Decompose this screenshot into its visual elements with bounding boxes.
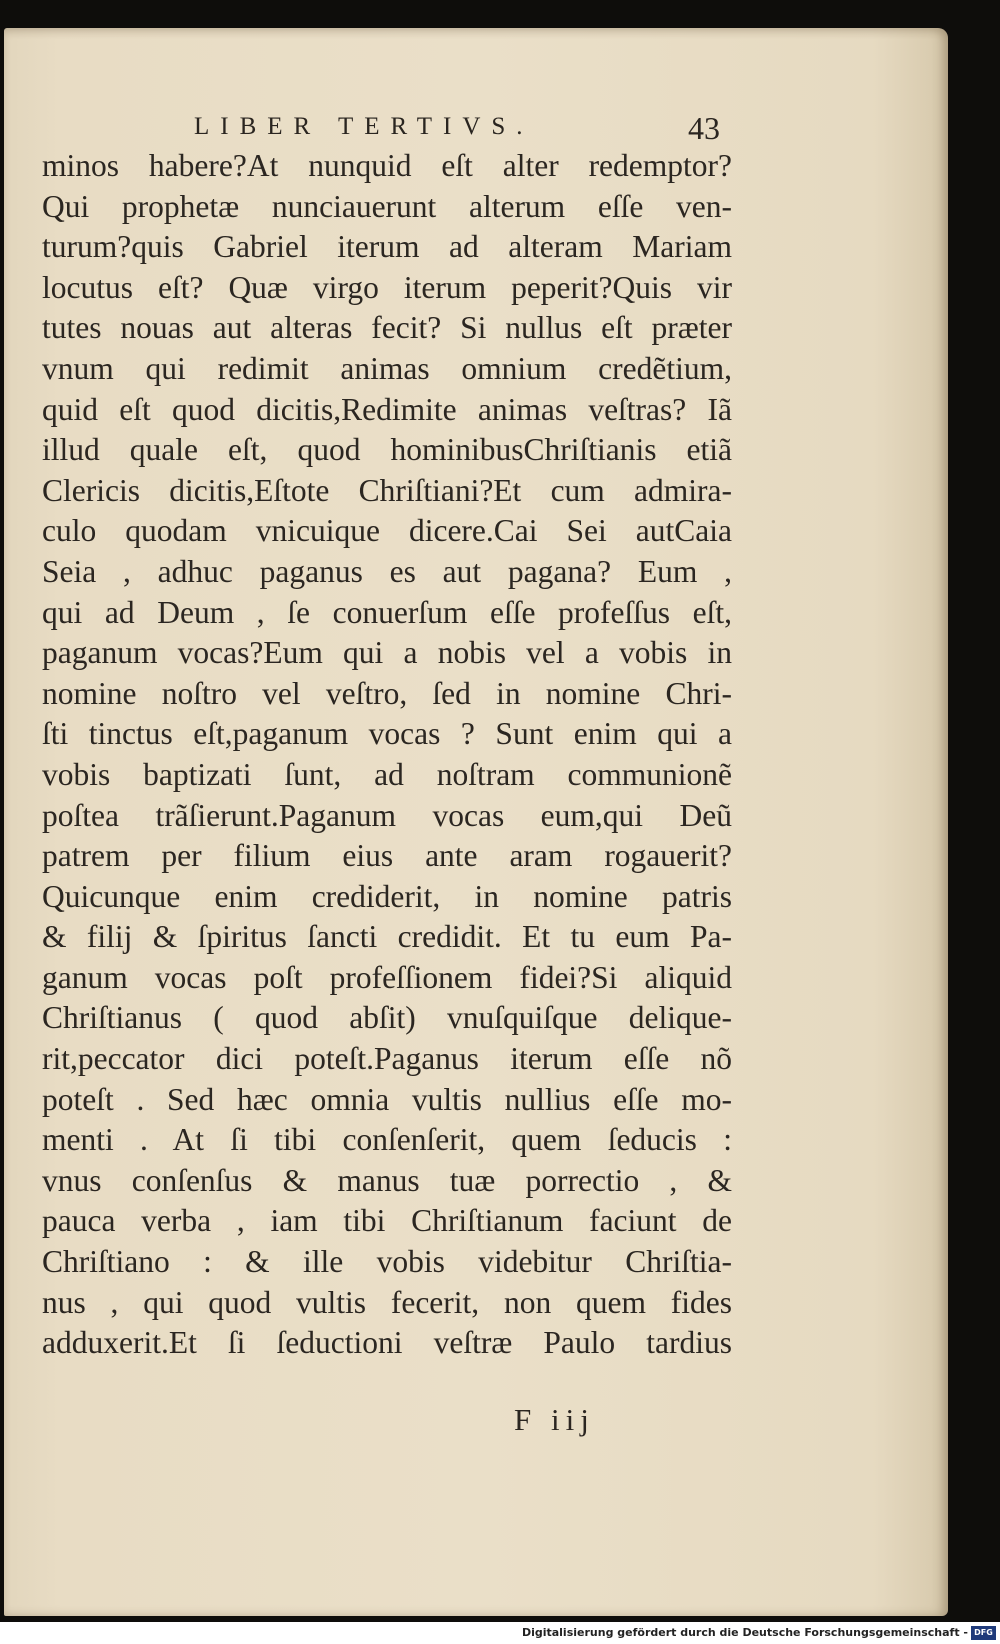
text-line: tutes nouas aut alteras fecit? Si nullus eſt præter [42, 310, 732, 346]
text-line: adduxerit.Et ſi ſeductioni veſtræ Paulo tardius [42, 1325, 732, 1361]
text-line: paganum vocas?Eum qui a nobis vel a vobis in [42, 635, 732, 671]
text-line: menti . At ſi tibi conſenſerit, quem ſeducis : [42, 1122, 732, 1158]
text-line: Qui prophetæ nunciauerunt alterum eſſe ven- [42, 188, 732, 224]
text-line: poteſt . Sed hæc omnia vultis nullius eſſe mo- [42, 1081, 732, 1117]
text-line: Seia , adhuc paganus es aut pagana? Eum , [42, 553, 732, 589]
running-head: LIBER TERTIVS. [194, 113, 534, 140]
text-line: ganum vocas poſt profeſſionem fidei?Si aliquid [42, 959, 732, 995]
text-line: pauca verba , iam tibi Chriſtianum faciunt de [42, 1203, 732, 1239]
text-line: Chriſtiano : & ille vobis videbitur Chriſtia- [42, 1244, 732, 1280]
text-line: rit,peccator dici poteſt.Paganus iterum eſſe nõ [42, 1041, 732, 1077]
book-page [4, 28, 948, 1616]
dfg-logo-text: DFG [974, 1628, 993, 1637]
dfg-logo-icon [971, 1626, 996, 1640]
text-line: nus , qui quod vultis fecerit, non quem fides [42, 1284, 732, 1320]
page-number: 43 [688, 110, 720, 146]
text-line: culo quodam vnicuique dicere.Cai Sei autCaia [42, 513, 732, 549]
body-text [42, 146, 732, 1364]
text-line: qui ad Deum , ſe conuerſum eſſe profeſſus eſt, [42, 594, 732, 630]
text-line: vnum qui redimit animas omnium credẽtium, [42, 350, 732, 386]
text-line: patrem per filium eius ante aram rogauerit? [42, 838, 732, 874]
text-line: Chriſtianus ( quod abſit) vnuſquiſque delique- [42, 1000, 732, 1036]
digitization-credit: Digitalisierung gefördert durch die Deutsche Forschungsgemeinschaft - [521, 1626, 968, 1639]
text-line: poſtea trãſierunt.Paganum vocas eum,qui Deũ [42, 797, 732, 833]
text-line: illud quale eſt, quod hominibusChriſtianis etiã [42, 432, 732, 468]
text-line: Clericis dicitis,Eſtote Chriſtiani?Et cum admira- [42, 472, 732, 508]
signature-mark: F iij [514, 1402, 595, 1437]
text-line: turum?quis Gabriel iterum ad alteram Mariam [42, 229, 732, 265]
text-line: minos habere?At nunquid eſt alter redemptor? [42, 148, 732, 183]
text-line: vobis baptizati ſunt, ad noſtram communionẽ [42, 756, 732, 792]
text-line: ſti tinctus eſt,paganum vocas ? Sunt enim qui a [42, 716, 732, 752]
text-line: vnus conſenſus & manus tuæ porrectio , & [42, 1162, 732, 1198]
text-line: nomine noſtro vel veſtro, ſed in nomine Chri- [42, 675, 732, 711]
text-line: & filij & ſpiritus ſancti credidit. Et tu eum Pa- [42, 919, 732, 955]
text-line: locutus eſt? Quæ virgo iterum peperit?Quis vir [42, 269, 732, 305]
text-line: Quicunque enim crediderit, in nomine patris [42, 878, 732, 914]
text-line: quid eſt quod dicitis,Redimite animas veſtras? Iã [42, 391, 732, 427]
